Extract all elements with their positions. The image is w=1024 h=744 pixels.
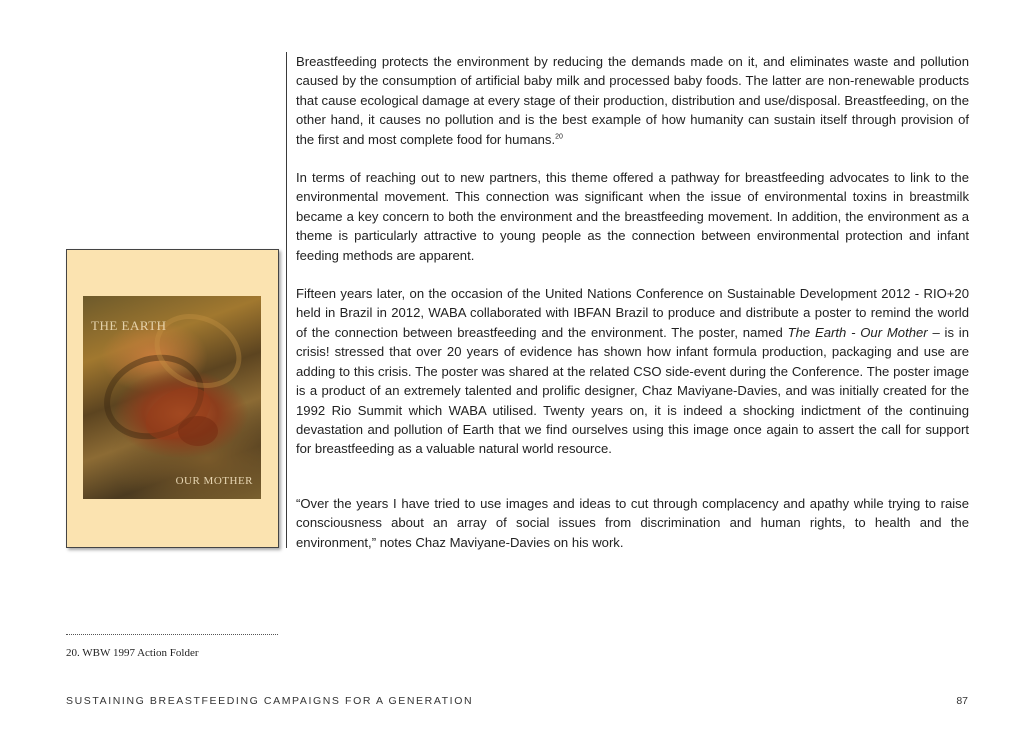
paragraph-2: In terms of reaching out to new partners, this theme offered a pathway for breastfeeding advocates to link to the environmental movement. This connection was significant when the issue of environmental toxins in breastmilk became a key concern to both the environment and the breastfeeding movement. In addition, the environment as a theme is particularly attractive to young people as the connection between environmental protection and infant feeding methods are apparent. <box>296 170 969 263</box>
page-number: 87 <box>956 695 968 707</box>
poster-image <box>83 296 261 499</box>
footnote-ref: 20 <box>555 133 563 141</box>
main-text <box>296 52 969 571</box>
paragraph-3: Fifteen years later, on the occasion of the United Nations Conference on Sustainable Development 2012 - RIO+20 held in Brazil in 2012, WABA collaborated with IBFAN Brazil to produce and distribute a poster to remind the world of the connection between breastfeeding and the environment. The poster, named The Earth - Our Mother – is in crisis! stressed that over 20 years of evidence has shown how infant formula production, packaging and use are adding to this crisis. The poster was shared at the related CSO side-event during the Conference. The poster image is a product of an extremely talented and prolific designer, Chaz Maviyane-Davies, and was initially created for the 1992 Rio Summit which WABA utilised. Twenty years on, it is indeed a shocking indictment of the continuing devastation and pollution of Earth that we find ourselves using this image once again to assert the call for support for breastfeeding as a valuable natural world resource. <box>296 286 969 457</box>
paragraph-1 <box>296 52 969 149</box>
poster-title-bottom: OUR MOTHER <box>175 475 253 487</box>
poster-figure <box>66 249 279 548</box>
poster-title-ref: The Earth - Our Mother <box>787 324 928 340</box>
footnote-divider <box>66 634 278 635</box>
paragraph-4-quote: “Over the years I have tried to use images and ideas to cut through complacency and apathy while trying to raise consciousness about an array of social issues from discrimination and human rights, to health and the environment,” notes Chaz Maviyane-Davies on his work. <box>296 495 969 550</box>
running-title: SUSTAINING BREASTFEEDING CAMPAIGNS FOR A GENERATION <box>66 695 474 707</box>
paragraph-1-text: Breastfeeding protects the environment by reducing the demands made on it, and eliminates waste and pollution caused by the consumption of artificial baby milk and processed baby foods. The latter are non-renewable products that cause ecological damage at every stage of their production, distribution and use/disposal. Breastfeeding, on the other hand, it causes no pollution and is the best example of how humanity can sustain itself through provision of the first and most complete food for humans. <box>296 54 969 147</box>
footnote: 20. WBW 1997 Action Folder <box>66 647 199 659</box>
vertical-divider <box>286 52 287 548</box>
poster-title-top: THE EARTH <box>91 318 167 333</box>
